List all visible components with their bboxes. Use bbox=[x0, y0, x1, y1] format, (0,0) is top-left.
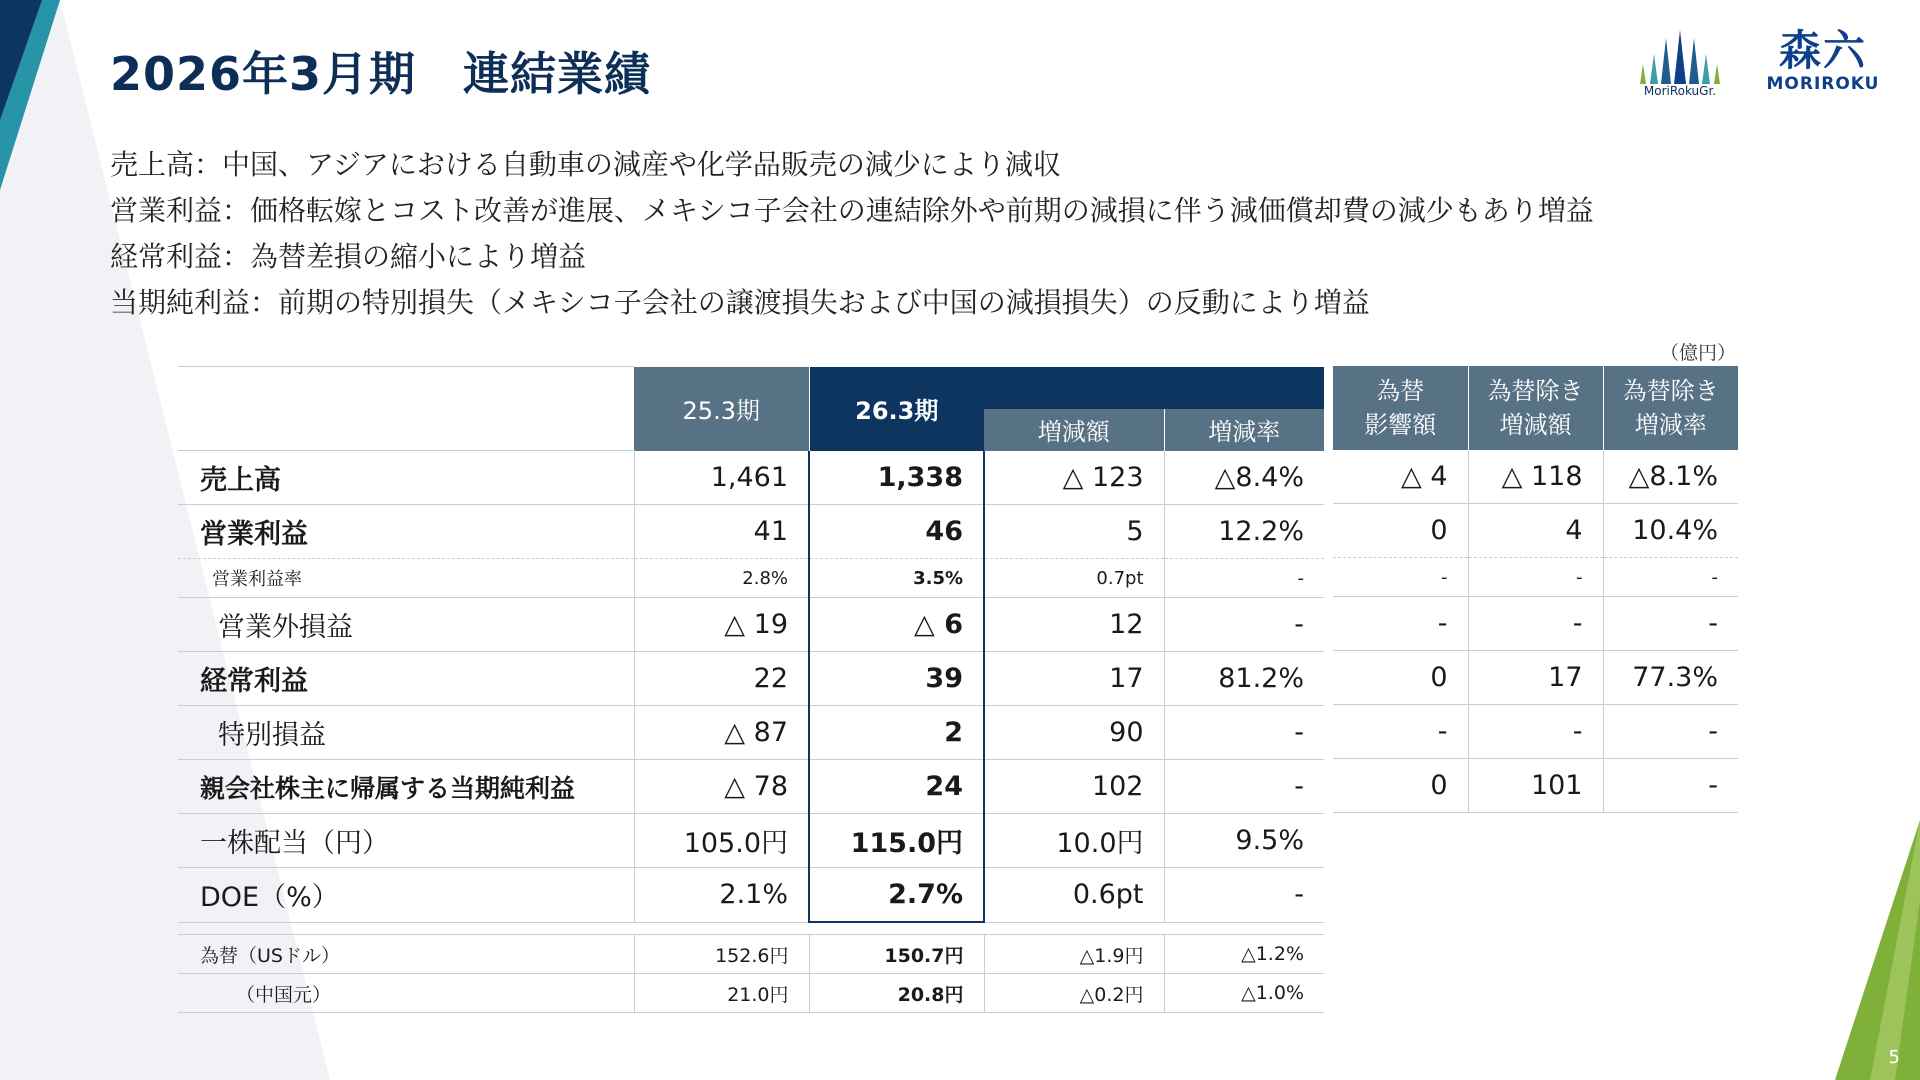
cell-fx: 0 bbox=[1333, 651, 1468, 705]
cell-exrate: △8.1% bbox=[1603, 450, 1738, 504]
cell-fx: △ 4 bbox=[1333, 450, 1468, 504]
cell-fx: - bbox=[1333, 705, 1468, 759]
cell-rate: 12.2% bbox=[1164, 505, 1324, 559]
cell-change: 5 bbox=[984, 505, 1164, 559]
cell-exfx: - bbox=[1468, 558, 1603, 597]
cell-prev: 21.0円 bbox=[634, 974, 809, 1013]
cell-exrate: - bbox=[1603, 759, 1738, 813]
cell-exrate: 10.4% bbox=[1603, 504, 1738, 558]
table-row bbox=[178, 760, 1324, 814]
summary-bullets bbox=[110, 142, 1594, 326]
header-change-rate: 増減率 bbox=[1164, 409, 1324, 451]
cell-curr: 2 bbox=[809, 706, 984, 760]
bullet-net-profit: 当期純利益：前期の特別損失（メキシコ子会社の譲渡損失および中国の減損損失）の反動により増益 bbox=[110, 286, 1370, 319]
page-title: 2026年3月期 連結業績 bbox=[110, 47, 652, 101]
cell-curr: 46 bbox=[809, 505, 984, 559]
table-row bbox=[178, 559, 1324, 598]
cell-change: △ 123 bbox=[984, 451, 1164, 505]
results-table bbox=[178, 366, 1324, 923]
header-change-amount: 増減額 bbox=[984, 409, 1164, 451]
cell-exfx: - bbox=[1468, 705, 1603, 759]
cell-prev: 105.0円 bbox=[634, 814, 809, 868]
header-curr: 26.3期 bbox=[809, 367, 984, 451]
cell-change: 12 bbox=[984, 598, 1164, 652]
cell-rate: 81.2% bbox=[1164, 652, 1324, 706]
table-row bbox=[1333, 597, 1738, 651]
table-row bbox=[178, 814, 1324, 868]
table-row bbox=[178, 935, 1324, 974]
table-row bbox=[1333, 504, 1738, 558]
fx-rate-table bbox=[178, 934, 1324, 1013]
unit-label: （億円） bbox=[1660, 342, 1737, 364]
moriroku-logo-kanji: 森六 bbox=[1778, 26, 1867, 75]
cell-fx: - bbox=[1333, 558, 1468, 597]
row-label: DOE（%） bbox=[178, 868, 634, 923]
table-row bbox=[1333, 651, 1738, 705]
logo-area bbox=[1630, 24, 1890, 114]
cell-curr: 20.8円 bbox=[809, 974, 984, 1013]
row-label: 営業利益率 bbox=[178, 559, 634, 598]
cell-fx: - bbox=[1333, 597, 1468, 651]
header-ex-fx-amount bbox=[1468, 366, 1603, 450]
cell-change: △0.2円 bbox=[984, 974, 1164, 1013]
fx-impact-table bbox=[1333, 366, 1738, 813]
cell-change: 102 bbox=[984, 760, 1164, 814]
cell-exrate: 77.3% bbox=[1603, 651, 1738, 705]
cell-curr: 150.7円 bbox=[809, 935, 984, 974]
header-fx-impact bbox=[1333, 366, 1468, 450]
table-row bbox=[1333, 759, 1738, 813]
cell-change: 17 bbox=[984, 652, 1164, 706]
table-row bbox=[178, 451, 1324, 505]
morirokugr-logo-text: MoriRokuGr. bbox=[1643, 84, 1717, 98]
header-ex-fx-amount-line1: 為替除き bbox=[1487, 377, 1584, 405]
row-label: 為替（USドル） bbox=[178, 935, 634, 974]
cell-exfx: 4 bbox=[1468, 504, 1603, 558]
row-label: 特別損益 bbox=[178, 706, 634, 760]
cell-rate: △1.0% bbox=[1164, 974, 1324, 1013]
cell-rate: - bbox=[1164, 706, 1324, 760]
cell-change: 0.6pt bbox=[984, 868, 1164, 923]
cell-exrate: - bbox=[1603, 558, 1738, 597]
cell-curr: 1,338 bbox=[809, 451, 984, 505]
header-ex-fx-rate-line2: 増減率 bbox=[1634, 411, 1707, 439]
header-blank bbox=[178, 367, 634, 451]
cell-curr: △ 6 bbox=[809, 598, 984, 652]
cell-rate: - bbox=[1164, 598, 1324, 652]
bullet-sales: 売上高：中国、アジアにおける自動車の減産や化学品販売の減少により減収 bbox=[110, 148, 1061, 181]
header-fx-impact-line1: 為替 bbox=[1376, 377, 1425, 405]
cell-curr: 39 bbox=[809, 652, 984, 706]
cell-prev: △ 19 bbox=[634, 598, 809, 652]
cell-exrate: - bbox=[1603, 597, 1738, 651]
header-ex-fx-amount-line2: 増減額 bbox=[1499, 411, 1572, 439]
cell-prev: 22 bbox=[634, 652, 809, 706]
cell-exfx: △ 118 bbox=[1468, 450, 1603, 504]
cell-change: 10.0円 bbox=[984, 814, 1164, 868]
header-ex-fx-rate-line1: 為替除き bbox=[1622, 377, 1719, 405]
header-curr-band bbox=[984, 367, 1324, 409]
cell-rate: - bbox=[1164, 760, 1324, 814]
table-row bbox=[1333, 558, 1738, 597]
row-label: 親会社株主に帰属する当期純利益 bbox=[178, 760, 634, 814]
cell-rate: - bbox=[1164, 868, 1324, 923]
cell-prev: 1,461 bbox=[634, 451, 809, 505]
cell-curr: 24 bbox=[809, 760, 984, 814]
cell-prev: △ 87 bbox=[634, 706, 809, 760]
table-row bbox=[178, 868, 1324, 923]
row-label: 営業外損益 bbox=[178, 598, 634, 652]
cell-exfx: 101 bbox=[1468, 759, 1603, 813]
row-label: 一株配当（円） bbox=[178, 814, 634, 868]
cell-fx: 0 bbox=[1333, 504, 1468, 558]
cell-change: △1.9円 bbox=[984, 935, 1164, 974]
cell-exfx: - bbox=[1468, 597, 1603, 651]
cell-prev: △ 78 bbox=[634, 760, 809, 814]
row-label: 営業利益 bbox=[178, 505, 634, 559]
bullet-operating-profit: 営業利益：価格転嫁とコスト改善が進展、メキシコ子会社の連結除外や前期の減損に伴う減価償却費の減少もあり増益 bbox=[110, 194, 1594, 227]
row-label: 売上高 bbox=[178, 451, 634, 505]
cell-rate: 9.5% bbox=[1164, 814, 1324, 868]
table-row bbox=[1333, 450, 1738, 504]
table-row bbox=[178, 598, 1324, 652]
table-row bbox=[178, 706, 1324, 760]
cell-curr: 3.5% bbox=[809, 559, 984, 598]
cell-change: 0.7pt bbox=[984, 559, 1164, 598]
header-prev: 25.3期 bbox=[634, 367, 809, 451]
table-row bbox=[178, 974, 1324, 1013]
row-label: （中国元） bbox=[178, 974, 634, 1013]
table-row bbox=[1333, 705, 1738, 759]
cell-curr: 115.0円 bbox=[809, 814, 984, 868]
moriroku-logo-english: MORIROKU bbox=[1766, 74, 1880, 94]
cell-exrate: - bbox=[1603, 705, 1738, 759]
table-row bbox=[178, 652, 1324, 706]
cell-fx: 0 bbox=[1333, 759, 1468, 813]
cell-prev: 2.8% bbox=[634, 559, 809, 598]
row-label: 経常利益 bbox=[178, 652, 634, 706]
cell-rate: - bbox=[1164, 559, 1324, 598]
cell-prev: 41 bbox=[634, 505, 809, 559]
table-row bbox=[178, 505, 1324, 559]
header-ex-fx-rate bbox=[1603, 366, 1738, 450]
cell-rate: △1.2% bbox=[1164, 935, 1324, 974]
cell-rate: △8.4% bbox=[1164, 451, 1324, 505]
bullet-ordinary-profit: 経常利益：為替差損の縮小により増益 bbox=[110, 240, 587, 273]
page-number: 5 bbox=[1888, 1047, 1900, 1068]
cell-prev: 152.6円 bbox=[634, 935, 809, 974]
header-fx-impact-line2: 影響額 bbox=[1364, 411, 1437, 439]
cell-exfx: 17 bbox=[1468, 651, 1603, 705]
moriroku-logo bbox=[1758, 28, 1888, 94]
cell-change: 90 bbox=[984, 706, 1164, 760]
cell-prev: 2.1% bbox=[634, 868, 809, 923]
cell-curr: 2.7% bbox=[809, 868, 984, 923]
